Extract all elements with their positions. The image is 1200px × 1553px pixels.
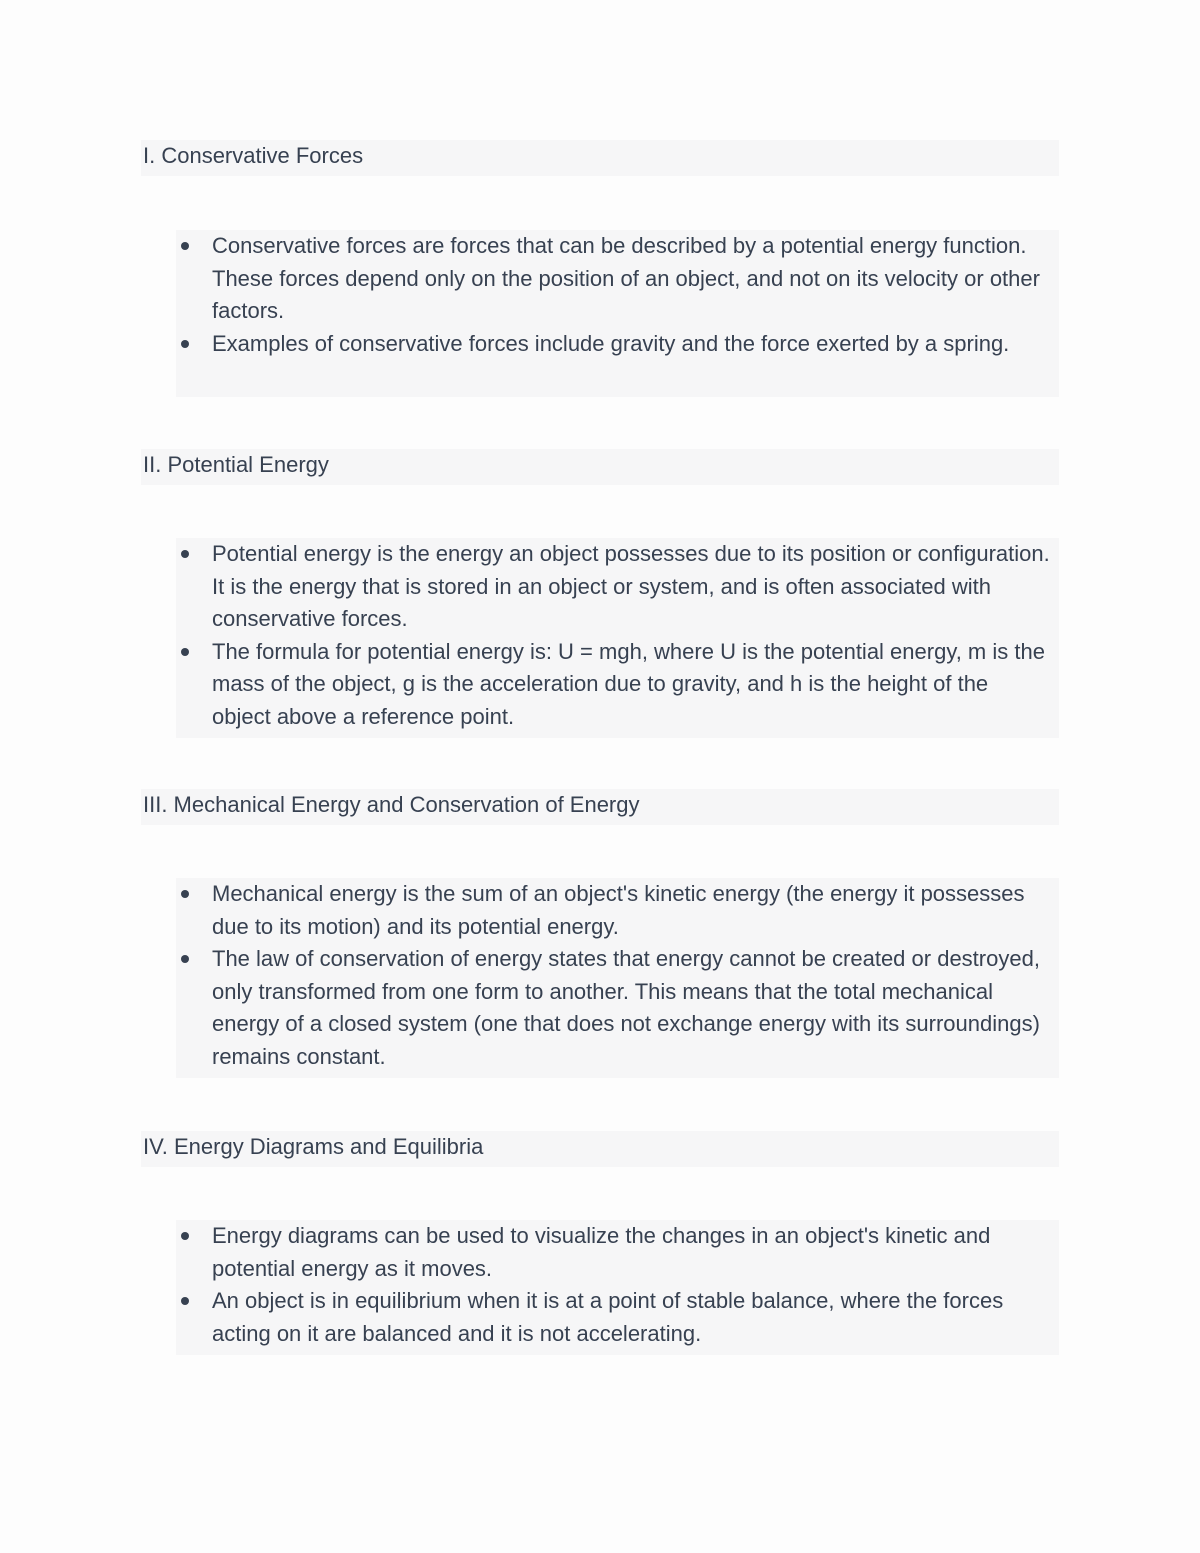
bullet-icon bbox=[181, 340, 189, 348]
list-item-text: Energy diagrams can be used to visualize the changes in an object's kinetic and potential energy as it moves. bbox=[212, 1223, 991, 1281]
bullet-icon bbox=[181, 550, 189, 558]
section-heading-potential-energy: II. Potential Energy bbox=[141, 449, 1059, 485]
list-item bbox=[176, 230, 1059, 328]
list-item-text: The law of conservation of energy states that energy cannot be created or destroyed, only transformed from one form to another. This means that the total mechanical energy of a closed system (one that does not exchange energy with its surroundings) remains constant. bbox=[212, 946, 1040, 1069]
bullet-list-conservative-forces bbox=[176, 230, 1059, 397]
bullet-list-potential-energy bbox=[176, 538, 1059, 738]
bullet-icon bbox=[181, 1232, 189, 1240]
list-item-text: Examples of conservative forces include gravity and the force exerted by a spring. bbox=[212, 330, 1010, 356]
list-item bbox=[176, 328, 1059, 361]
section-heading-mechanical-energy: III. Mechanical Energy and Conservation of Energy bbox=[141, 789, 1059, 825]
section-heading-energy-diagrams: IV. Energy Diagrams and Equilibria bbox=[141, 1131, 1059, 1167]
list-item-text: The formula for potential energy is: U = mgh, where U is the potential energy, m is the mass of the object, g is the acceleration due to gravity, and h is the height of the object above a reference point. bbox=[212, 638, 1045, 729]
list-item bbox=[176, 943, 1059, 1073]
list-item bbox=[176, 878, 1059, 943]
list-item bbox=[176, 538, 1059, 636]
bullet-list-energy-diagrams bbox=[176, 1220, 1059, 1355]
bullet-icon bbox=[181, 890, 189, 898]
bullet-icon bbox=[181, 1297, 189, 1305]
list-item bbox=[176, 636, 1059, 734]
list-item-text: An object is in equilibrium when it is at a point of stable balance, where the forces acting on it are balanced and it is not accelerating. bbox=[212, 1288, 1004, 1346]
section-heading-conservative-forces: I. Conservative Forces bbox=[141, 140, 1059, 176]
list-item-text: Potential energy is the energy an object possesses due to its position or configuration. It is the energy that is stored in an object or system, and is often associated with conservative forces. bbox=[212, 541, 1050, 632]
bullet-list-mechanical-energy bbox=[176, 878, 1059, 1078]
list-item bbox=[176, 1285, 1059, 1350]
bullet-icon bbox=[181, 648, 189, 656]
list-item bbox=[176, 1220, 1059, 1285]
list-item-text: Conservative forces are forces that can be described by a potential energy function. These forces depend only on the position of an object, and not on its velocity or other factors. bbox=[212, 233, 1040, 324]
list-item-text: Mechanical energy is the sum of an object's kinetic energy (the energy it possesses due to its motion) and its potential energy. bbox=[212, 881, 1025, 939]
bullet-icon bbox=[181, 242, 189, 250]
bullet-icon bbox=[181, 955, 189, 963]
